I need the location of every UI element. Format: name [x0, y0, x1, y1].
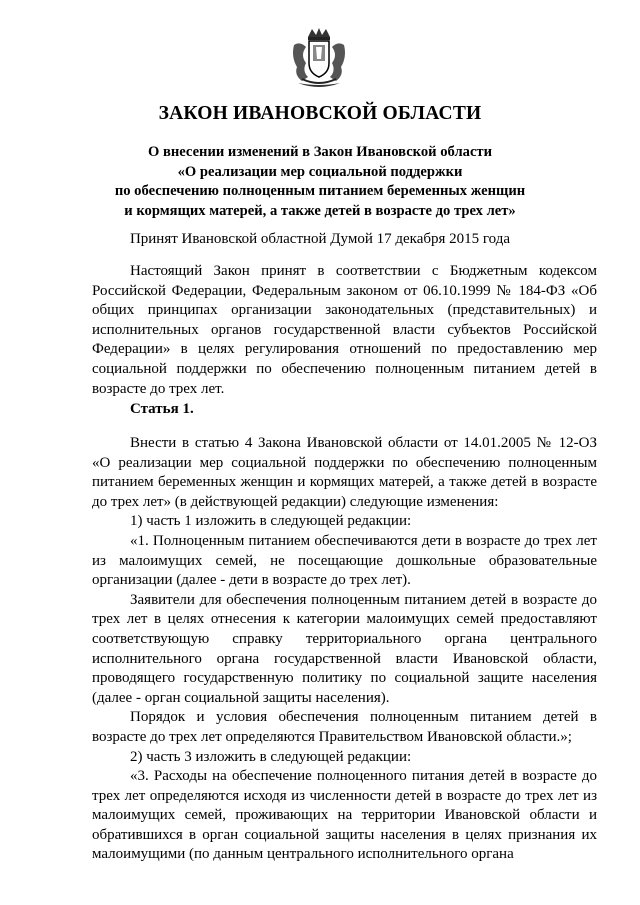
preamble	[92, 262, 597, 399]
article-paragraph: Внести в статью 4 Закона Ивановской области от 14.01.2005 № 12-ОЗ «О реализации мер социальной поддержки по обеспечению полноценным питанием беременных женщин и кормящих матерей, а также детей в возрасте до трех лет» (в действующей редакции) следующие изменения:	[92, 435, 597, 510]
article-paragraph: 2) часть 3 изложить в следующей редакции:	[130, 748, 412, 765]
coat-of-arms-icon	[288, 27, 350, 91]
preamble-paragraph: Настоящий Закон принят в соответствии с Бюджетным кодексом Российской Федерации, Федеральным законом от 06.10.1999 № 184-ФЗ «Об общих принципах организации законодательных (представительных) и исполнительных органов государственной власти субъектов Российской Федерации» в целях регулирования отношений по предоставлению мер социальной поддержки по обеспечению полноценным питанием детей в возрасте до трех лет.	[92, 263, 597, 397]
article-paragraph: «3. Расходы на обеспечение полноценного питания детей в возрасте до трех лет определяются исходя из численности детей в возрасте до трех лет из малоимущих семей, проживающих на территории Ивановской области и обратившихся в орган социальной защиты населения в целях признания их малоимущими (по данным центрального исполнительного органа	[92, 768, 597, 863]
subtitle-line: по обеспечению полноценным питанием беременных женщин	[114, 183, 526, 199]
article-paragraph: 1) часть 1 изложить в следующей редакции:	[130, 513, 412, 530]
subtitle-line: «О реализации мер социальной поддержки	[177, 163, 463, 180]
article-body	[92, 434, 597, 865]
article-paragraph: Заявители для обеспечения полноценным питанием детей в возрасте до трех лет в целях отнесения к категории малоимущих семей предоставляют соответствующую справку территориального органа центрального исполнительного органа государственной власти Ивановской области, проводящего государственную политику по социальной защите населения (далее - орган социальной защиты населения).	[92, 591, 597, 706]
article-heading: Статья 1.	[130, 401, 194, 417]
law-subtitle	[80, 143, 560, 221]
adoption-date: Принят Ивановской областной Думой 17 декабря 2015 года	[129, 231, 511, 247]
article-paragraph: Порядок и условия обеспечения полноценным питанием детей в возрасте до трех лет определяются Правительством Ивановской области.»;	[92, 709, 597, 745]
subtitle-line: О внесении изменений в Закон Ивановской области	[147, 144, 493, 160]
article-paragraph: «1. Полноценным питанием обеспечиваются дети в возрасте до трех лет из малоимущих семей, не посещающие дошкольные образовательные организации (далее - дети в возрасте до трех лет).	[92, 532, 597, 589]
subtitle-line: и кормящих матерей, а также детей в возрасте до трех лет»	[124, 202, 516, 219]
law-title: ЗАКОН ИВАНОВСКОЙ ОБЛАСТИ	[158, 103, 482, 124]
